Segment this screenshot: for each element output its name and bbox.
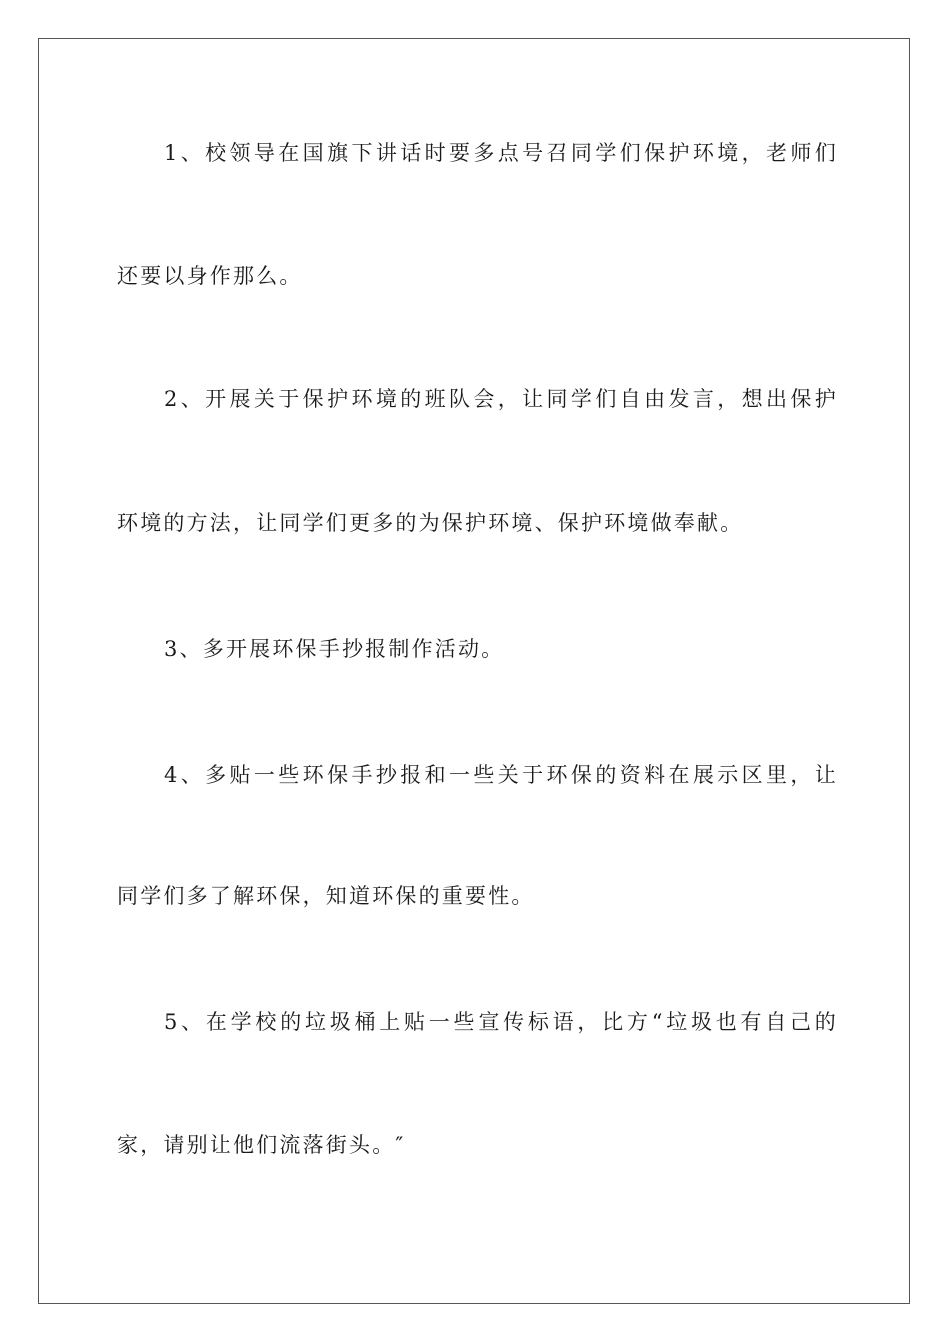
page-border [38,38,910,1304]
paragraph-2-line-1: 2、开展关于保护环境的班队会，让同学们自由发言，想出保护 [164,387,838,411]
paragraph-5-line-1: 5、在学校的垃圾桶上贴一些宣传标语，比方“垃圾也有自己的 [164,1010,838,1034]
paragraph-1-line-2: 还要以身作那么。 [117,264,303,288]
paragraph-3-line-1: 3、多开展环保手抄报制作活动。 [164,637,505,661]
paragraph-5-line-2: 家，请别让他们流落街头。″ [117,1133,406,1157]
paragraph-2-line-2: 环境的方法，让同学们更多的为保护环境、保护环境做奉献。 [117,511,744,535]
paragraph-4-line-2: 同学们多了解环保，知道环保的重要性。 [117,884,535,908]
paragraph-4-line-1: 4、多贴一些环保手抄报和一些关于环保的资料在展示区里，让 [164,763,838,787]
paragraph-1-line-1: 1、校领导在国旗下讲话时要多点号召同学们保护环境，老师们 [164,141,838,165]
